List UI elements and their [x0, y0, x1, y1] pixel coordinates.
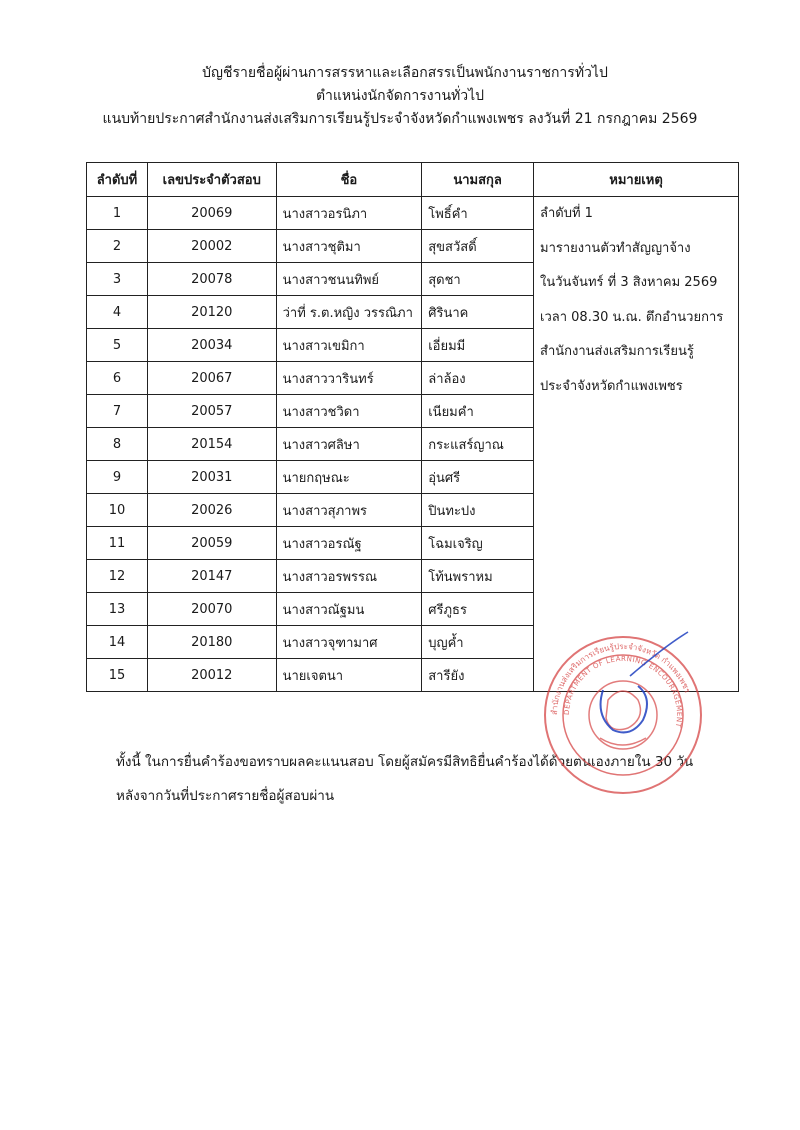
surname-cell: โฉมเจริญ: [422, 527, 534, 560]
exam-id-cell: 20069: [147, 197, 276, 230]
surname-cell: สุดชา: [422, 263, 534, 296]
header-title: บัญชีรายชื่อผู้ผ่านการสรรหาและเลือกสรรเป็นพนักงานราชการทั่วไป: [202, 65, 608, 81]
header-position: ตำแหน่งนักจัดการงานทั่วไป: [315, 88, 485, 104]
exam-id-cell: 20031: [147, 461, 276, 494]
order-cell: 1: [87, 197, 148, 230]
name-cell: นางสาวชุติมา: [276, 230, 422, 263]
name-cell: นายกฤษณะ: [276, 461, 422, 494]
order-cell: 13: [87, 593, 148, 626]
order-cell: 8: [87, 428, 148, 461]
order-cell: 15: [87, 659, 148, 692]
surname-cell: บุญค้ำ: [422, 626, 534, 659]
exam-id-cell: 20026: [147, 494, 276, 527]
remarks-line: ลำดับที่ 1: [540, 206, 593, 221]
remarks-line: ในวันจันทร์ ที่ 3 สิงหาคม 2569: [540, 275, 718, 290]
exam-id-cell: 20078: [147, 263, 276, 296]
official-seal-stamp: [538, 630, 708, 800]
exam-id-cell: 20070: [147, 593, 276, 626]
table-row: [87, 197, 739, 230]
order-cell: 7: [87, 395, 148, 428]
exam-id-cell: 20012: [147, 659, 276, 692]
order-cell: 12: [87, 560, 148, 593]
surname-cell: เอี่ยมมี: [422, 329, 534, 362]
exam-id-cell: 20067: [147, 362, 276, 395]
stamp-outer-text: สำนักงานส่งเสริมการเรียนรู้ประจำจังหวัด กำแพงเพชร: [549, 641, 692, 716]
header-announcement: แนบท้ายประกาศสำนักงานส่งเสริมการเรียนรู้ประจำจังหวัดกำแพงเพชร ลงวันที่ 21 กรกฎาคม 2569: [102, 111, 698, 127]
column-header-order: ลำดับที่: [87, 163, 148, 197]
footer-line: ทั้งนี้ ในการยื่นคำร้องขอทราบผลคะแนนสอบ โดยผู้สมัครมีสิทธิยื่นคำร้องได้ด้วยตนเองภายใน 30 วัน: [116, 754, 694, 770]
order-cell: 9: [87, 461, 148, 494]
name-cell: นางสาวณัฐมน: [276, 593, 422, 626]
column-header-remarks: หมายเหตุ: [534, 163, 739, 197]
surname-cell: โท้นพราหม: [422, 560, 534, 593]
surname-cell: อุ่นศรี: [422, 461, 534, 494]
name-cell: นางสาวอรณัฐ: [276, 527, 422, 560]
order-cell: 11: [87, 527, 148, 560]
surname-cell: เนียมคำ: [422, 395, 534, 428]
exam-id-cell: 20180: [147, 626, 276, 659]
column-header-surname: นามสกุล: [422, 163, 534, 197]
remarks-line: สำนักงานส่งเสริมการเรียนรู้: [540, 344, 694, 359]
name-cell: ว่าที่ ร.ต.หญิง วรรณิภา: [276, 296, 422, 329]
exam-id-cell: 20147: [147, 560, 276, 593]
exam-id-cell: 20059: [147, 527, 276, 560]
name-cell: นายเจตนา: [276, 659, 422, 692]
surname-cell: กระแสร์ญาณ: [422, 428, 534, 461]
surname-cell: สารียัง: [422, 659, 534, 692]
order-cell: 5: [87, 329, 148, 362]
name-cell: นางสาวศลิษา: [276, 428, 422, 461]
order-cell: 6: [87, 362, 148, 395]
column-header-exam-id: เลขประจำตัวสอบ: [147, 163, 276, 197]
footer-line: หลังจากวันที่ประกาศรายชื่อผู้สอบผ่าน: [116, 788, 335, 804]
table-header-row: [87, 163, 739, 197]
remarks-line: ประจำจังหวัดกำแพงเพชร: [540, 378, 683, 394]
name-cell: นางสาวสุภาพร: [276, 494, 422, 527]
surname-cell: ล่าล้อง: [422, 362, 534, 395]
name-cell: นางสาวอรนิภา: [276, 197, 422, 230]
order-cell: 14: [87, 626, 148, 659]
exam-id-cell: 20154: [147, 428, 276, 461]
remarks-cell: [534, 197, 739, 692]
surname-cell: ศิรินาค: [422, 296, 534, 329]
exam-id-cell: 20034: [147, 329, 276, 362]
remarks-line: เวลา 08.30 น.ณ. ตึกอำนวยการ: [540, 309, 724, 325]
surname-cell: โพธิ์คำ: [422, 197, 534, 230]
remarks-line: มารายงานตัวทำสัญญาจ้าง: [540, 240, 691, 256]
document-header: [0, 62, 800, 131]
exam-id-cell: 20120: [147, 296, 276, 329]
name-cell: นางสาวอรพรรณ: [276, 560, 422, 593]
surname-cell: ปินทะปง: [422, 494, 534, 527]
name-cell: นางสาวชวิดา: [276, 395, 422, 428]
order-cell: 3: [87, 263, 148, 296]
name-cell: นางสาวชนนทิพย์: [276, 263, 422, 296]
name-cell: นางสาวเขมิกา: [276, 329, 422, 362]
stamp-inner-text: DEPARTMENT OF LEARNING ENCOURAGEMENT: [562, 654, 684, 729]
column-header-name: ชื่อ: [276, 163, 422, 197]
name-cell: นางสาวจุฑามาศ: [276, 626, 422, 659]
order-cell: 2: [87, 230, 148, 263]
results-table: [86, 162, 739, 692]
order-cell: 10: [87, 494, 148, 527]
surname-cell: ศรีภูธร: [422, 593, 534, 626]
exam-id-cell: 20057: [147, 395, 276, 428]
name-cell: นางสาววารินทร์: [276, 362, 422, 395]
order-cell: 4: [87, 296, 148, 329]
surname-cell: สุขสวัสดิ์: [422, 230, 534, 263]
exam-id-cell: 20002: [147, 230, 276, 263]
